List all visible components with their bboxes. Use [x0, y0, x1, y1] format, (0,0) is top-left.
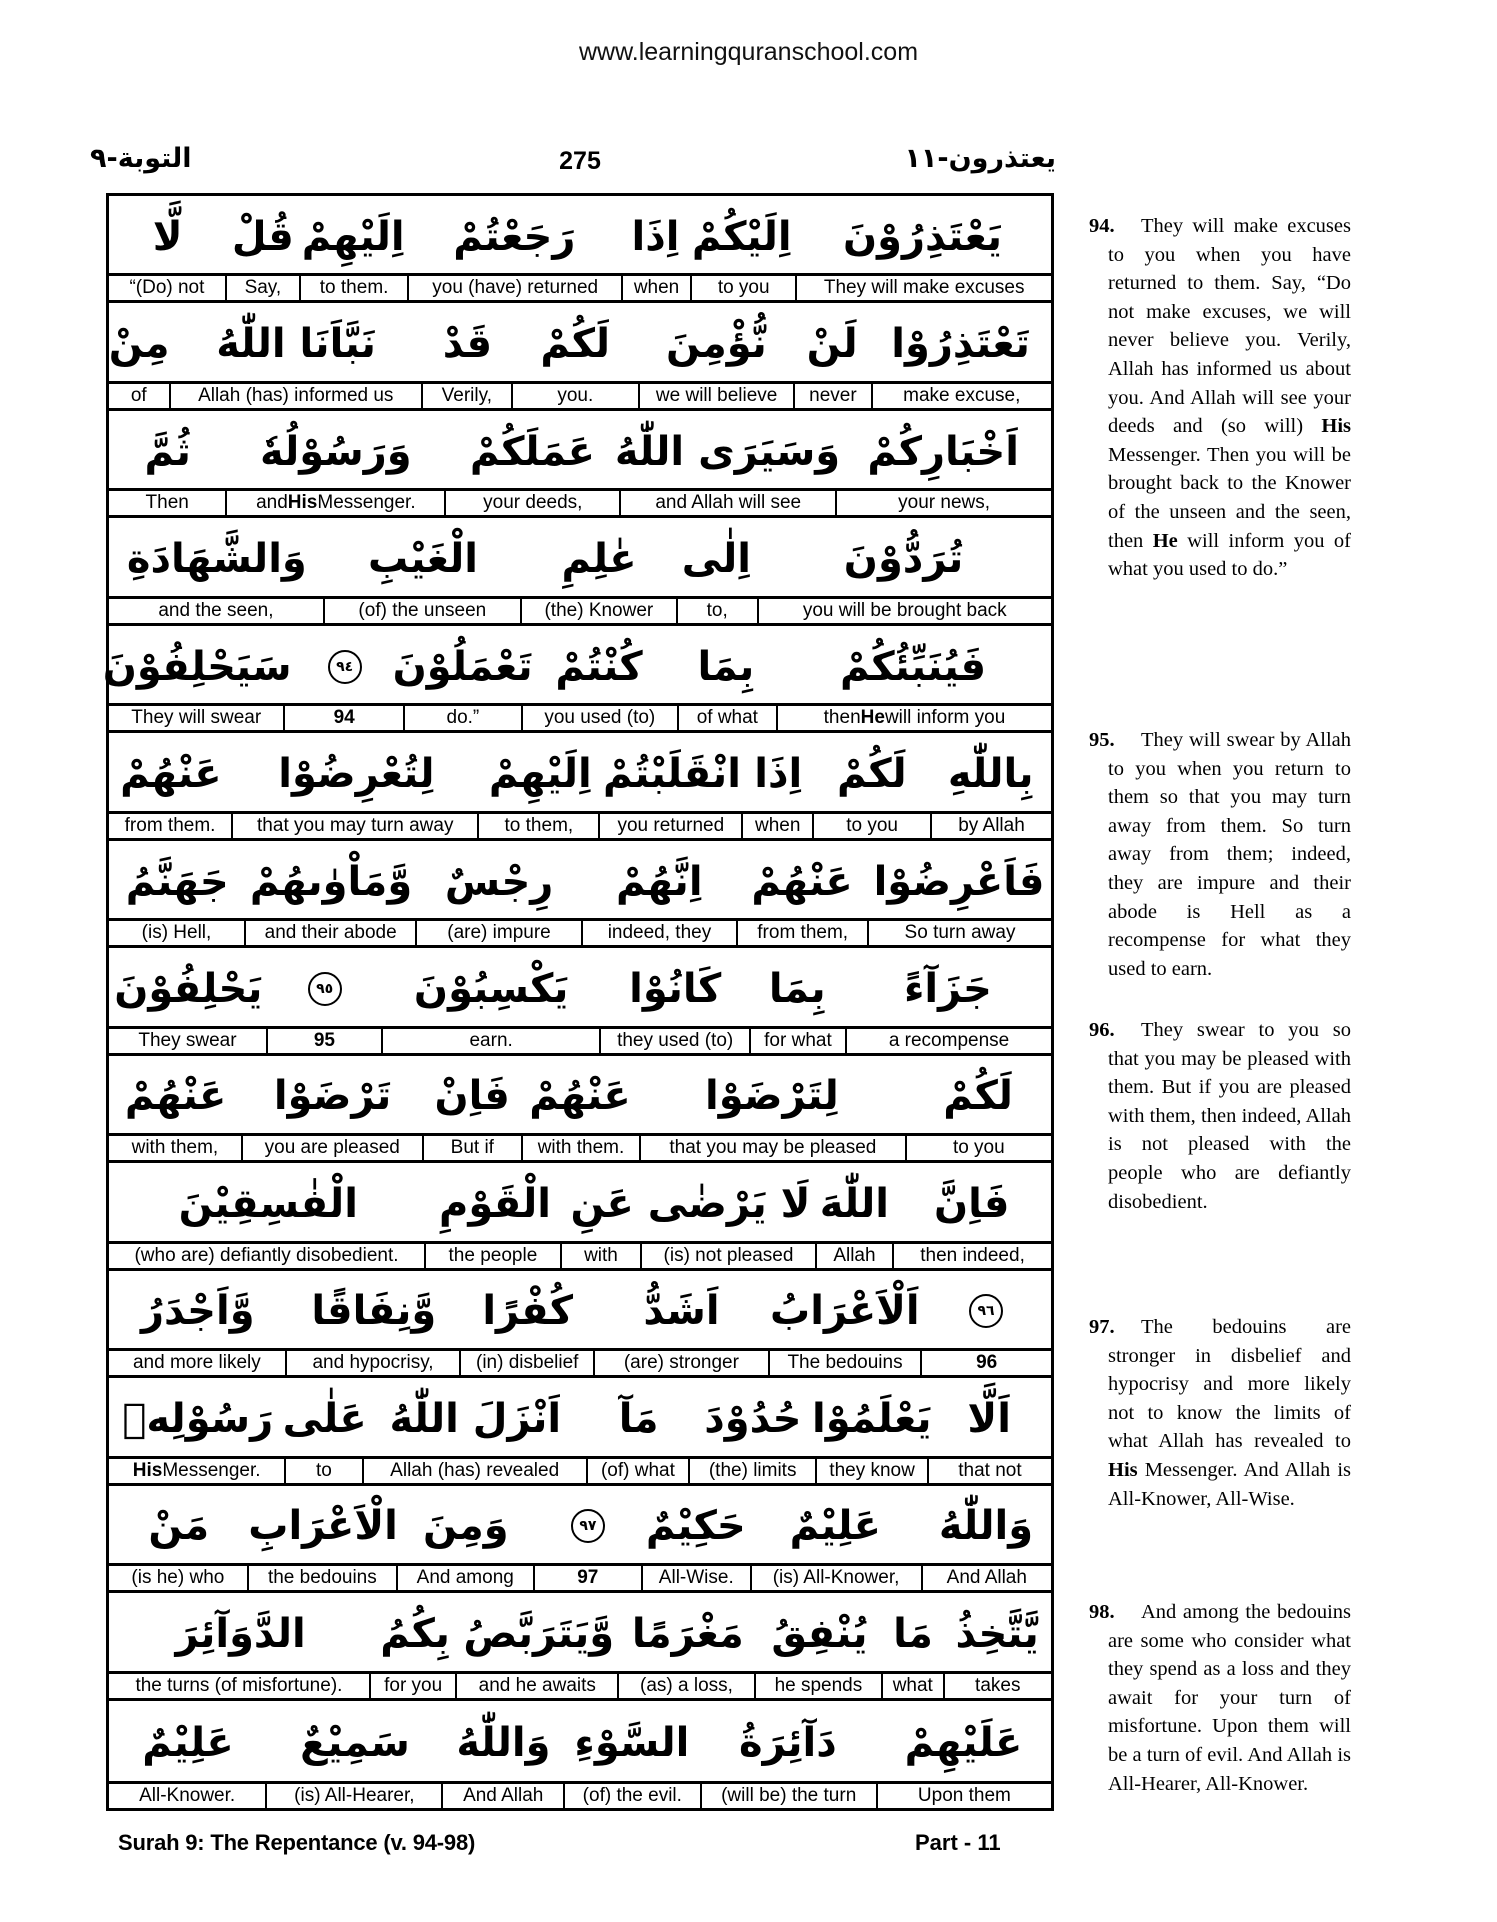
arabic-word: جَهَنَّمُ [125, 858, 229, 905]
english-gloss-row [109, 1784, 1051, 1808]
english-gloss: that not [927, 1459, 1051, 1483]
verse-row [109, 518, 1051, 625]
arabic-word: تَعْتَذِرُوْا [891, 321, 1030, 368]
arabic-word: يُنْفِقُ [771, 1610, 868, 1657]
english-gloss: and His Messenger. [225, 491, 444, 515]
word-by-word-table [102, 193, 1054, 1811]
arabic-row [109, 841, 1051, 921]
english-gloss: Allah (has) revealed [362, 1459, 586, 1483]
arabic-word: قُلْ [231, 213, 294, 260]
arabic-word: السَّوْءِ [574, 1719, 690, 1766]
english-gloss: Then [145, 492, 189, 514]
verse-row [109, 1701, 1051, 1808]
arabic-row [109, 518, 1051, 598]
english-gloss-row [109, 599, 1051, 626]
verse-translation [1089, 1598, 1351, 1798]
arabic-word: لَكُمْ [836, 751, 907, 798]
english-gloss: they used (to) [599, 1029, 748, 1053]
arabic-word: عَنْهُمْ [120, 751, 222, 798]
arabic-word: الْفٰسِقِيْنَ [178, 1180, 358, 1227]
english-gloss: All-Knower. [139, 1785, 236, 1807]
english-gloss-row [109, 384, 1051, 411]
arabic-word: عَلٰى [282, 1395, 367, 1442]
english-gloss-row [109, 1244, 1051, 1271]
arabic-word: الْاَعْرَابِ [248, 1503, 398, 1550]
english-gloss: But if [422, 1136, 521, 1160]
arabic-word: سَمِيْعٌ [300, 1719, 410, 1766]
verse-number-cell: 94 [283, 706, 402, 730]
surah-name-arabic: التوبة-٩ [90, 143, 192, 174]
arabic-word: رَسُوْلِهٖ [122, 1395, 274, 1442]
english-gloss: earn. [381, 1029, 600, 1053]
arabic-word: اَلْاَعْرَابُ [770, 1288, 920, 1335]
english-gloss: All-Wise. [641, 1566, 749, 1590]
english-gloss: the people [424, 1244, 560, 1268]
arabic-word: اِلٰى [681, 536, 751, 583]
english-gloss: They will swear [131, 707, 262, 729]
verse-number: 98. [1089, 1601, 1115, 1623]
arabic-word: حَكِيْمٌ [645, 1503, 746, 1550]
english-gloss: a recompense [845, 1029, 1051, 1053]
english-gloss: (the) limits [688, 1459, 815, 1483]
english-gloss: And Allah [921, 1566, 1051, 1590]
arabic-word: وَمِنَ [423, 1503, 509, 1550]
arabic-row [109, 1593, 1051, 1673]
english-gloss-row [109, 1136, 1051, 1163]
arabic-word: فَاِنَّ [934, 1180, 1010, 1227]
arabic-word: وَّيَتَرَبَّصُ [463, 1610, 615, 1657]
arabic-word: نَبَّاَنَا اللّٰهُ [216, 321, 376, 368]
english-gloss: (in) disbelief [459, 1351, 593, 1375]
english-gloss: (is) All-Hearer, [265, 1784, 441, 1808]
ayah-number: ٩٦ [969, 1294, 1003, 1328]
verse-text: And among the bedouins are some who consider what they spend as a loss and they await for your turn of misfortune. Upon them will be a turn of evil. And Allah is All-Hearer, All-Knower. [1108, 1601, 1351, 1795]
english-gloss: And Allah [441, 1784, 563, 1808]
arabic-word: عَنِ [570, 1180, 634, 1227]
arabic-row [109, 1486, 1051, 1566]
english-gloss: then indeed, [892, 1244, 1051, 1268]
english-gloss: Upon them [876, 1784, 1051, 1808]
english-gloss: with them. [521, 1136, 639, 1160]
verse-number: 96. [1089, 1019, 1115, 1041]
english-gloss: and the seen, [158, 599, 274, 621]
english-gloss-row [109, 1674, 1051, 1701]
arabic-row [109, 1378, 1051, 1458]
english-gloss: They swear [138, 1029, 237, 1051]
arabic-word: رِجْسٌ [444, 858, 554, 905]
arabic-word: عٰلِمِ [561, 536, 637, 583]
ayah-end-marker-icon [268, 968, 382, 1006]
arabic-row [109, 196, 1051, 276]
english-gloss: to them, [477, 814, 598, 838]
english-gloss: with them, [131, 1137, 219, 1159]
ayah-number: ٩٥ [308, 972, 342, 1006]
english-gloss: (is) Hell, [141, 922, 212, 944]
english-gloss: (of) the unseen [323, 599, 520, 623]
ayah-end-marker-icon [534, 1505, 642, 1543]
english-gloss: you used (to) [521, 706, 677, 730]
verse-row [109, 1056, 1051, 1163]
page-number: 275 [559, 147, 601, 175]
arabic-word: اَخْبَارِكُمْ [867, 428, 1019, 475]
arabic-word: عَنْهُمْ [751, 858, 853, 905]
english-gloss: Allah (has) informed us [169, 384, 422, 408]
arabic-word: وَسَيَرَى اللّٰهُ [614, 428, 841, 475]
english-gloss: The bedouins [768, 1351, 921, 1375]
english-gloss: you returned [598, 814, 741, 838]
arabic-word: اِلَيْهِمْ [301, 213, 405, 260]
english-gloss: your deeds, [444, 491, 619, 515]
arabic-word: فَاَعْرِضُوْا [873, 858, 1045, 905]
english-gloss: from them, [736, 921, 867, 945]
arabic-word: بِكُمُ [380, 1610, 450, 1657]
english-gloss-row [109, 814, 1051, 841]
english-gloss-row [109, 1566, 1051, 1593]
verse-row [109, 411, 1051, 518]
english-gloss: Say, [225, 276, 299, 300]
arabic-word: اَلَّا [967, 1395, 1011, 1442]
english-gloss: that you may be pleased [639, 1136, 905, 1160]
english-gloss: to, [676, 599, 757, 623]
arabic-word: لَكُمْ [540, 321, 611, 368]
english-gloss: with [560, 1244, 640, 1268]
verse-row [109, 948, 1051, 1055]
arabic-word: بِمَا [768, 966, 826, 1013]
arabic-word: وَالشَّهَادَةِ [126, 536, 307, 583]
verse-text: The bedouins are stronger in disbelief and hypocrisy and more likely not to know the limits of what Allah has revealed to His Messenger. And Allah is All-Knower, All-Wise. [1108, 1316, 1351, 1510]
arabic-word: اَنْزَلَ اللّٰهُ [389, 1395, 562, 1442]
english-gloss: Allah [815, 1244, 892, 1268]
arabic-word: مَنْ [148, 1503, 210, 1550]
arabic-word: اِلَيْكُمْ [691, 213, 792, 260]
arabic-row [109, 1271, 1051, 1351]
english-gloss-row [109, 1351, 1051, 1378]
verse-translation [1089, 1313, 1351, 1513]
english-gloss: when [741, 814, 812, 838]
arabic-word: بِمَا [697, 643, 755, 690]
arabic-word: فَيُنَبِّئُكُمْ [839, 643, 987, 690]
arabic-row [109, 1056, 1051, 1136]
verse-row [109, 1378, 1051, 1485]
arabic-word: عَلِيْمٌ [789, 1503, 881, 1550]
arabic-word: حُدُوْدَ [704, 1395, 802, 1442]
english-gloss: they know [815, 1459, 927, 1483]
arabic-word: لَكُمْ [943, 1073, 1013, 1120]
english-gloss: (is) All-Knower, [750, 1566, 921, 1590]
arabic-word: رَجَعْتُمْ [453, 213, 576, 260]
arabic-word: عَلَيْهِمْ [904, 1719, 1023, 1766]
english-gloss: never [793, 384, 870, 408]
arabic-word: وَّمَاْوٰىهُمْ [249, 858, 413, 905]
english-gloss-row [109, 491, 1051, 518]
english-gloss: “(Do) not [129, 277, 205, 299]
english-gloss: and their abode [244, 921, 415, 945]
arabic-row [109, 733, 1051, 813]
footer-part: Part - 11 [915, 1830, 1001, 1855]
english-gloss: And among [396, 1566, 533, 1590]
juz-name-arabic: يعتذرون-١١ [904, 143, 1056, 174]
verse-row [102, 626, 1051, 733]
arabic-word: لَّا [152, 213, 183, 260]
arabic-word: وَاللّٰهُ [938, 1503, 1034, 1550]
english-gloss-row [109, 1029, 1051, 1056]
english-gloss: the bedouins [247, 1566, 396, 1590]
arabic-word: وَّاَجْدَرُ [141, 1288, 255, 1335]
english-gloss: Verily, [421, 384, 511, 408]
english-gloss: So turn away [867, 921, 1051, 945]
english-gloss: takes [943, 1674, 1051, 1698]
arabic-word: اِلَيْهِمْ [488, 751, 592, 798]
english-gloss: (of) what [586, 1459, 688, 1483]
arabic-word: الْقَوْمِ [439, 1180, 551, 1227]
arabic-word: سَيَحْلِفُوْنَ [102, 643, 292, 690]
ayah-end-marker-icon [285, 646, 404, 684]
english-gloss: His Messenger. [132, 1459, 261, 1481]
arabic-word: دَآئِرَةُ [739, 1719, 837, 1766]
english-gloss: to them. [299, 276, 407, 300]
arabic-word: اِنَّهُمْ [616, 858, 703, 905]
english-gloss: (who are) defiantly disobedient. [134, 1244, 399, 1266]
arabic-word: جَزَآءً [903, 966, 992, 1013]
verse-row [109, 303, 1051, 410]
english-gloss: (are) stronger [593, 1351, 768, 1375]
arabic-word: لِتَرْضَوْا [705, 1073, 839, 1120]
verse-number: 94. [1089, 215, 1115, 237]
arabic-word: اللّٰهَ [819, 1180, 890, 1227]
arabic-word: عَنْهُمْ [529, 1073, 631, 1120]
english-gloss: (of) the evil. [563, 1784, 700, 1808]
page-header [90, 143, 1056, 187]
arabic-word: لَنْ [806, 321, 858, 368]
arabic-word: عَمَلَكُمْ [469, 428, 595, 475]
arabic-word: بِاللّٰهِ [947, 751, 1034, 798]
arabic-word: انْقَلَبْتُمْ [603, 751, 741, 798]
arabic-word: نُّؤْمِنَ [665, 321, 767, 368]
english-gloss-row [109, 276, 1051, 303]
arabic-word: وَّنِفَاقًا [311, 1288, 437, 1335]
english-gloss: you (have) returned [407, 276, 621, 300]
verse-row [109, 1163, 1051, 1270]
arabic-word: كَانُوْا [629, 966, 722, 1013]
arabic-word: كُفْرًا [482, 1288, 573, 1335]
arabic-word: يَعْتَذِرُوْنَ [843, 213, 1003, 260]
verse-translation [1089, 726, 1351, 983]
english-gloss: and Allah will see [619, 491, 835, 515]
arabic-word: فَاِنْ [434, 1073, 510, 1120]
arabic-word: الْغَيْبِ [368, 536, 478, 583]
english-gloss: (will be) the turn [700, 1784, 876, 1808]
english-gloss: what [881, 1674, 943, 1698]
verse-number-cell: 97 [533, 1566, 641, 1590]
arabic-row [102, 626, 1051, 706]
arabic-word: عَلِيْمٌ [142, 1719, 234, 1766]
english-gloss: do.” [403, 706, 521, 730]
english-gloss: make excuse, [871, 384, 1051, 408]
verse-number-cell: 95 [266, 1029, 381, 1053]
verse-row [109, 1593, 1051, 1700]
arabic-word: الدَّوَآئِرَ [175, 1610, 306, 1657]
verse-number-cell: 96 [920, 1351, 1051, 1375]
footer-surah-title: Surah 9: The Repentance (v. 94-98) [118, 1830, 476, 1855]
arabic-word: ثُمَّ [144, 428, 191, 475]
arabic-word: لِتُعْرِضُوْا [278, 751, 435, 798]
english-gloss: you will be brought back [757, 599, 1051, 623]
english-gloss: when [621, 276, 690, 300]
english-gloss: your news, [835, 491, 1051, 515]
english-gloss: (is he) who [131, 1567, 225, 1589]
english-gloss: (the) Knower [520, 599, 676, 623]
arabic-word: تَعْمَلُوْنَ [392, 643, 533, 690]
arabic-row [109, 1163, 1051, 1243]
arabic-word: مَآ [618, 1395, 659, 1442]
arabic-word: اَشَدُّ [643, 1288, 720, 1335]
verse-translation [1089, 1016, 1351, 1216]
english-gloss: (as) a loss, [617, 1674, 754, 1698]
arabic-word: لَا يَرْضٰى [647, 1180, 811, 1227]
english-gloss: indeed, they [581, 921, 737, 945]
english-gloss: of what [677, 706, 776, 730]
english-gloss: and more likely [132, 1352, 261, 1374]
english-gloss: the turns (of misfortune). [135, 1674, 343, 1696]
english-gloss: for what [749, 1029, 845, 1053]
verse-row [109, 1486, 1051, 1593]
arabic-row [109, 1701, 1051, 1784]
english-gloss: we will believe [638, 384, 793, 408]
english-gloss: (is) not pleased [640, 1244, 815, 1268]
arabic-row [109, 411, 1051, 491]
english-gloss: for you [369, 1674, 456, 1698]
site-url: www.learningquranschool.com [578, 38, 919, 66]
english-gloss: They will make excuses [795, 276, 1051, 300]
arabic-word: قَدْ [442, 321, 493, 368]
arabic-word: عَنْهُمْ [124, 1073, 227, 1120]
ayah-end-marker-icon [921, 1290, 1051, 1328]
arabic-word: اِذَا [631, 213, 680, 260]
verse-row [109, 841, 1051, 948]
english-gloss: he spends [754, 1674, 881, 1698]
english-gloss: you. [511, 384, 638, 408]
verse-row [109, 196, 1051, 303]
arabic-word: يَحْلِفُوْنَ [114, 966, 263, 1013]
ayah-number: ٩٧ [571, 1509, 605, 1543]
arabic-word: يَّتَّخِذُ [955, 1610, 1039, 1657]
english-gloss-row [109, 1459, 1051, 1486]
arabic-row [109, 303, 1051, 383]
english-gloss: and hypocrisy, [285, 1351, 460, 1375]
english-gloss-row [109, 706, 1051, 733]
verse-text: They will make excuses to you when you have returned to them. Say, “Do not make excuses, we will never believe you. Verily, Allah has informed us about you. And Allah will see your deeds and (so will) His Messenger. Then you will be brought back to the Knower of the unseen and the seen, then He will inform you of what you used to do.” [1108, 215, 1352, 581]
english-gloss: to you [812, 814, 930, 838]
verse-number: 95. [1089, 729, 1115, 751]
arabic-word: مَا [893, 1610, 933, 1657]
ayah-number: ٩٤ [328, 650, 362, 684]
arabic-word: وَاللّٰهُ [456, 1719, 551, 1766]
english-gloss: to you [905, 1136, 1051, 1160]
arabic-word: كُنْتُمْ [555, 643, 643, 690]
verse-number: 97. [1089, 1316, 1115, 1338]
arabic-word: وَرَسُوْلُهٗ [260, 428, 412, 475]
arabic-word: مِنْ [108, 321, 170, 368]
english-gloss: you are pleased [241, 1136, 422, 1160]
english-gloss: and he awaits [455, 1674, 617, 1698]
arabic-word: يَعْلَمُوْا [812, 1395, 932, 1442]
arabic-word: مَغْرَمًا [631, 1610, 744, 1657]
verse-text: They will swear by Allah to you when you return to them so that you may turn away from them. So turn away from them; indeed, they are impure and their abode is Hell as a recompense for what they used to earn. [1108, 729, 1351, 980]
arabic-word: تَرْضَوْا [273, 1073, 392, 1120]
english-gloss: from them. [124, 814, 216, 836]
verse-translation [1089, 212, 1351, 584]
english-gloss: to you [690, 276, 795, 300]
english-gloss: (are) impure [415, 921, 580, 945]
arabic-row [109, 948, 1051, 1028]
verse-row [109, 733, 1051, 840]
arabic-word: يَكْسِبُوْنَ [413, 966, 569, 1013]
arabic-word: اِذَا [754, 751, 803, 798]
english-gloss-row [109, 921, 1051, 948]
english-gloss: by Allah [930, 814, 1051, 838]
english-gloss: to [284, 1459, 361, 1483]
verse-text: They swear to you so that you may be pleased with them. But if you are pleased with them, then indeed, Allah is not pleased with the people who are defiantly disobedient. [1108, 1019, 1351, 1213]
arabic-word: تُرَدُّوْنَ [843, 536, 964, 583]
english-gloss: of [130, 384, 147, 406]
english-gloss: that you may turn away [231, 814, 477, 838]
english-gloss: then He will inform you [776, 706, 1051, 730]
verse-row [109, 1271, 1051, 1378]
